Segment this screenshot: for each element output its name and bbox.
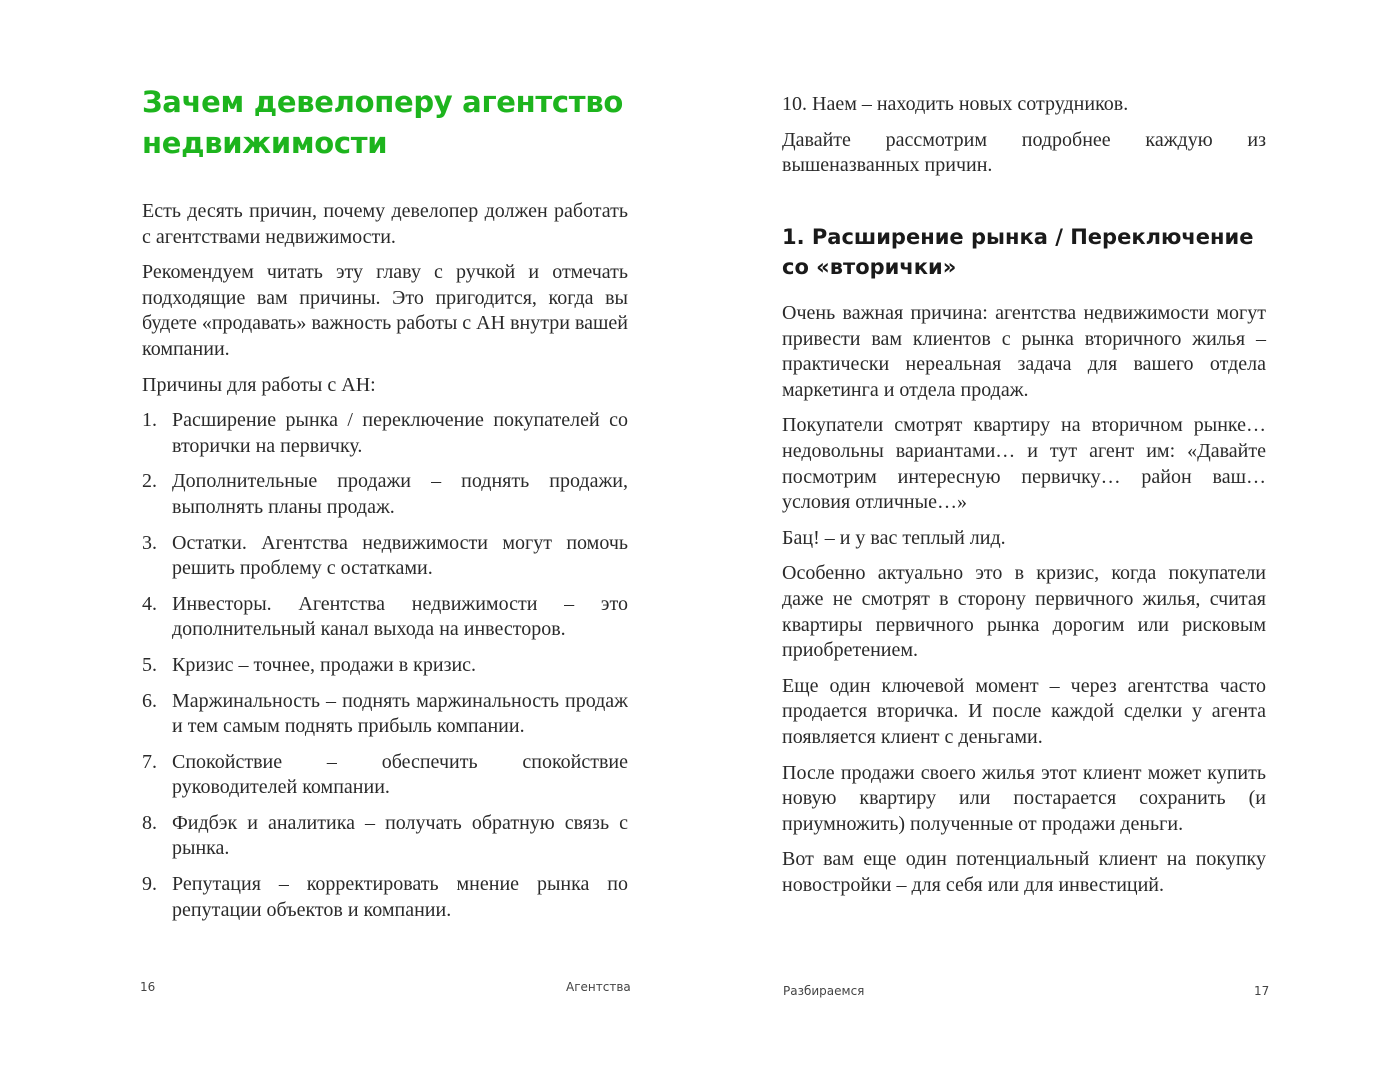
- chapter-title: Зачем девелоперу агентство недвижимости: [142, 85, 623, 160]
- paragraph: Давайте рассмотрим подробнее каждую из вышеназванных причин.: [782, 128, 1266, 177]
- paragraph: Особенно актуально это в кризис, когда покупатели даже не смотрят в сторону первичного жилья, считая квартиры первичного рынка дорогим или рисковым приобретением.: [782, 562, 1266, 662]
- right-body: [782, 301, 1266, 908]
- paragraph: Еще один ключевой момент – через агентства часто продается вторичка. И после каждой сделки у агента появляется клиент с деньгами.: [782, 674, 1266, 748]
- list-number: 6.: [142, 689, 157, 712]
- list-item: [142, 408, 628, 459]
- list-number: 4.: [142, 592, 157, 615]
- list-item: [142, 689, 628, 740]
- list-text: Инвесторы. Агентства недвижимости – это дополнительный канал выхода на инвесторов.: [172, 592, 628, 641]
- list-number: 7.: [142, 750, 157, 773]
- paragraph: 10. Наем – находить новых сотрудников.: [782, 93, 1129, 115]
- list-number: 8.: [142, 811, 157, 834]
- list-item: [142, 469, 628, 520]
- list-number: 3.: [142, 531, 157, 554]
- list-text: Дополнительные продажи – поднять продажи, выполнять планы продаж.: [172, 470, 628, 518]
- running-head-left: Агентства: [566, 980, 631, 994]
- running-head-right: Разбираемся: [783, 984, 865, 998]
- paragraph: Есть десять причин, почему девелопер должен работать с агентствами недвижимости.: [142, 200, 628, 248]
- left-body: [142, 199, 628, 933]
- list-item: [142, 592, 628, 643]
- reasons-list: [142, 408, 628, 923]
- list-item: [142, 750, 628, 801]
- list-text: Фидбэк и аналитика – получать обратную связь с рынка.: [172, 811, 628, 860]
- list-item: [142, 653, 628, 679]
- section-heading: 1. Расширение рынка / Переключение со «вторички»: [782, 225, 1254, 279]
- list-item: [142, 531, 628, 582]
- right-intro: [782, 92, 1266, 189]
- list-number: 9.: [142, 873, 157, 896]
- paragraph: Покупатели смотрят квартиру на вторичном рынке… недовольны вариантами… и тут агент им: «Давайте посмотрим интересную первичку… район ваш… условия отличные…»: [782, 414, 1266, 514]
- list-text: Маржинальность – поднять маржинальность продаж и тем самым поднять прибыль компании.: [172, 689, 628, 738]
- list-text: Репутация – корректировать мнение рынка по репутации объектов и компании.: [172, 873, 628, 921]
- list-number: 1.: [142, 409, 157, 432]
- list-text: Расширение рынка / переключение покупателей со вторички на первичку.: [172, 409, 628, 457]
- paragraph: Очень важная причина: агентства недвижимости могут привести вам клиентов с рынка вторичного жилья – практически нереальная задача для вашего отдела маркетинга и отдела продаж.: [782, 302, 1266, 401]
- list-text: Остатки. Агентства недвижимости могут помочь решить проблему с остатками.: [172, 531, 628, 580]
- paragraph: Причины для работы с АН:: [142, 373, 376, 396]
- page-number-left: 16: [140, 980, 156, 994]
- list-item: [142, 811, 628, 862]
- paragraph: После продажи своего жилья этот клиент может купить новую квартиру или постарается сохранить (и приумножить) полученные от продажи деньги.: [782, 761, 1266, 835]
- paragraph: Рекомендуем читать эту главу с ручкой и отмечать подходящие вам причины. Это пригодится, когда вы будете «продавать» важность работы с АН внутри вашей компании.: [142, 261, 628, 360]
- page-number-right: 17: [1254, 984, 1270, 998]
- list-number: 5.: [142, 653, 157, 676]
- paragraph: Бац! – и у вас теплый лид.: [782, 526, 1006, 549]
- list-item: [142, 872, 628, 923]
- list-number: 2.: [142, 470, 157, 493]
- paragraph: Вот вам еще один потенциальный клиент на покупку новостройки – для себя или для инвестиций.: [782, 848, 1266, 896]
- list-text: Спокойствие – обеспечить спокойствие руководителей компании.: [172, 750, 628, 799]
- list-text: Кризис – точнее, продажи в кризис.: [172, 653, 477, 676]
